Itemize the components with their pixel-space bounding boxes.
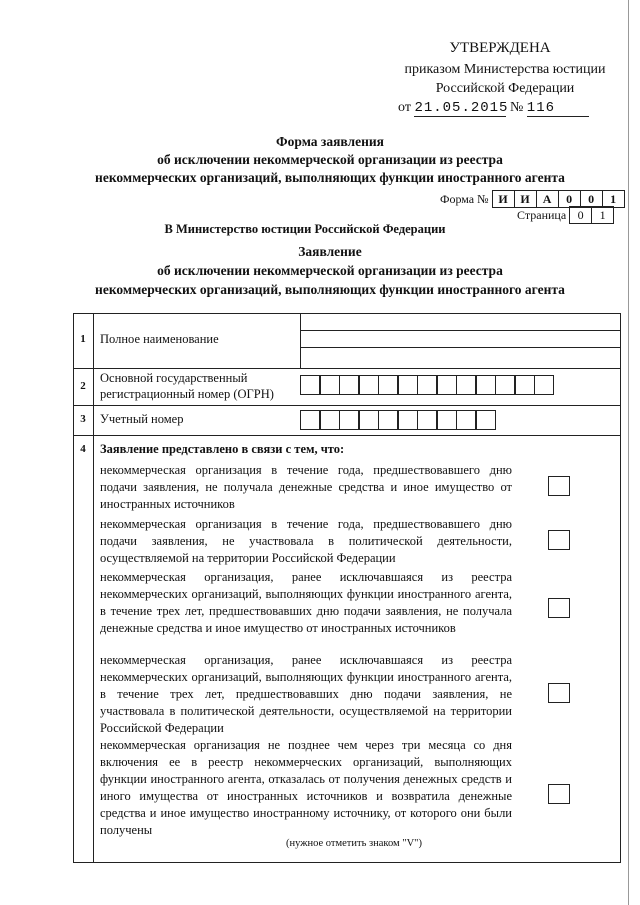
digit-box[interactable]: [359, 375, 379, 395]
digit-box[interactable]: [417, 375, 437, 395]
col-divider: [300, 313, 301, 368]
form-title-line3: некоммерческих организаций, выполняющих функции иностранного агента: [95, 170, 565, 185]
ogrn-label-line1: Основной государственный: [100, 371, 248, 385]
digit-box[interactable]: [495, 375, 515, 395]
full-name-label: Полное наименование: [100, 332, 219, 346]
page-cell: 0: [569, 206, 592, 224]
digit-box[interactable]: [320, 375, 340, 395]
row-number: 3: [80, 413, 86, 425]
digit-box[interactable]: [534, 375, 554, 395]
form-title-line1: Форма заявления: [276, 134, 384, 149]
statement-title-line2: об исключении некоммерческой организации из реестра: [157, 263, 503, 278]
approval-number: 116: [527, 100, 589, 117]
reason-checkbox[interactable]: [548, 784, 570, 804]
statement-title-line1: Заявление: [298, 244, 362, 259]
reasons-heading: Заявление представлено в связи с тем, что:: [100, 442, 345, 456]
digit-box[interactable]: [320, 410, 340, 430]
form-code-cell: И: [514, 190, 537, 208]
digit-box[interactable]: [378, 375, 398, 395]
statement-title-line3: некоммерческих организаций, выполняющих функции иностранного агента: [95, 282, 565, 297]
digit-box[interactable]: [456, 410, 476, 430]
row-divider: [73, 405, 621, 406]
full-name-field-line1[interactable]: [300, 330, 621, 331]
ogrn-label: [100, 370, 274, 402]
row-number: 2: [80, 380, 86, 392]
reason-checkbox[interactable]: [548, 683, 570, 703]
form-title: [60, 133, 600, 187]
digit-box[interactable]: [300, 375, 320, 395]
digit-box[interactable]: [476, 410, 496, 430]
statement-title: [60, 242, 600, 299]
form-title-line2: об исключении некоммерческой организации из реестра: [157, 152, 503, 167]
digit-box[interactable]: [359, 410, 379, 430]
digit-box[interactable]: [456, 375, 476, 395]
reason-text: некоммерческая организация, ранее исключавшаяся из реестра некоммерческих организаций, выполняющих функции иностранного агента, в течение трех лет, предшествовавших дню подачи заявления, не участвовала в политической деятельности, осуществляемой на территории Российской Федерации: [100, 653, 512, 735]
digit-box[interactable]: [398, 375, 418, 395]
row-number: 1: [80, 333, 86, 345]
row-divider: [73, 435, 621, 436]
digit-box[interactable]: [417, 410, 437, 430]
approval-line2: Российской Федерации: [435, 81, 575, 96]
number-prefix: №: [509, 100, 524, 115]
digit-box[interactable]: [398, 410, 418, 430]
reason-text: некоммерческая организация в течение года, предшествовавшего дню подачи заявления, не получала денежные средства и иное имущество от иностранных источников: [100, 463, 512, 511]
addressee: В Министерство юстиции Российской Федерации: [164, 222, 446, 236]
page-cell: 1: [591, 206, 614, 224]
digit-box[interactable]: [437, 375, 457, 395]
digit-box[interactable]: [339, 375, 359, 395]
form-code-label: Форма №: [440, 192, 489, 206]
reason-text: некоммерческая организация не позднее чем через три месяца со дня включения ее в реестр некоммерческих организаций, выполняющих функции иностранного агента, отказалась от получения денежных средств и иного имущества от иностранных источников и возвратила денежные средства и иное имущество иностранному источнику, от которого они были получены: [100, 738, 512, 837]
reason-checkbox[interactable]: [548, 530, 570, 550]
approval-date: 21.05.2015: [414, 100, 509, 116]
num-column-divider: [93, 313, 94, 863]
ogrn-label-line2: регистрационный номер (ОГРН): [100, 387, 274, 401]
reason-checkbox[interactable]: [548, 476, 570, 496]
form-code-cell: 0: [558, 190, 581, 208]
account-number-label: Учетный номер: [100, 412, 184, 426]
page-label: Страница: [517, 208, 567, 222]
reason-text: некоммерческая организация в течение года, предшествовавшего дню подачи заявления, не участвовала в политической деятельности, осуществляемой на территории Российской Федерации: [100, 517, 512, 565]
digit-box[interactable]: [378, 410, 398, 430]
row-number: 4: [80, 443, 86, 455]
approval-title: УТВЕРЖДЕНА: [449, 40, 551, 56]
row-divider: [73, 368, 621, 369]
digit-box[interactable]: [339, 410, 359, 430]
form-code-cell: 0: [580, 190, 603, 208]
marking-note: (нужное отметить знаком "V"): [286, 838, 422, 849]
form-code-cell: 1: [602, 190, 625, 208]
reason-text: некоммерческая организация, ранее исключавшаяся из реестра некоммерческих организаций, выполняющих функции иностранного агента, в течение трех лет, предшествовавших дню подачи заявления, не получала денежные средства и иное имущество от иностранных источников: [100, 570, 512, 635]
digit-box[interactable]: [476, 375, 496, 395]
form-code-cell: А: [536, 190, 559, 208]
form-code-cell: И: [492, 190, 515, 208]
full-name-field-line2[interactable]: [300, 347, 621, 348]
approval-line1: приказом Министерства юстиции: [404, 62, 606, 77]
reason-checkbox[interactable]: [548, 598, 570, 618]
digit-box[interactable]: [300, 410, 320, 430]
digit-box[interactable]: [515, 375, 535, 395]
approval-date-line: [398, 100, 589, 117]
scan-edge: [628, 0, 629, 905]
date-prefix: от: [398, 100, 411, 115]
digit-box[interactable]: [437, 410, 457, 430]
